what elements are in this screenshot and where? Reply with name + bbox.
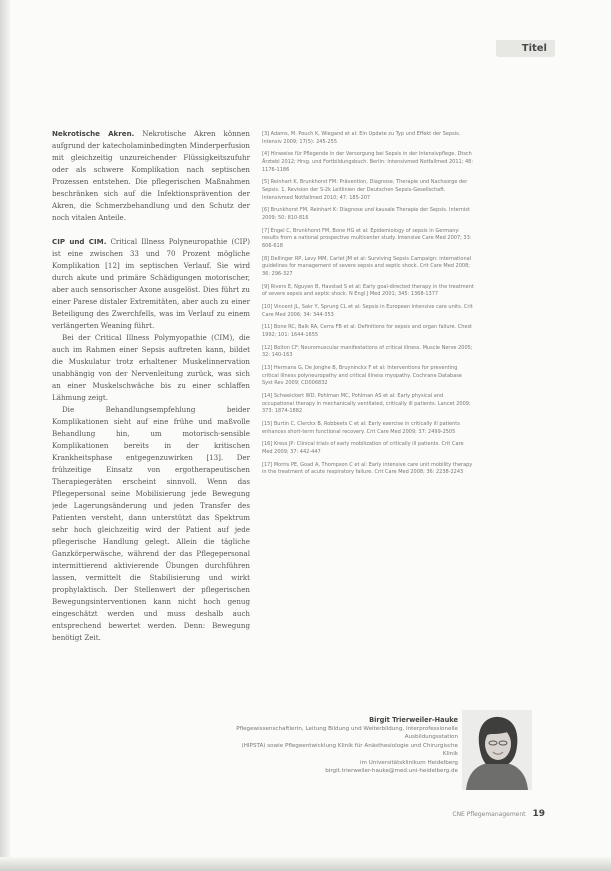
author-email: birgit.trierweiler-hauke@med.uni-heidelberg.de xyxy=(325,768,458,775)
reference-item: [9] Rivers E, Nguyen B, Havstad S et al: Early goal-directed therapy in the treatment of severe sepsis and septic shock. N Engl J Med 2001; 345: 1368-1377 xyxy=(262,283,474,298)
reference-item: [3] Adams, M. Pouch K, Wiegand et al: Ein Update zu Typ und Effekt der Sepsis. Intensiv 2009; 17(5): 245-255 xyxy=(262,131,461,145)
main-article-text xyxy=(52,128,250,688)
author-portrait-icon xyxy=(462,710,532,790)
reference-item: [5] Reinhart K, Brunkhorst FM: Prävention, Diagnose, Therapie und Nachsorge der Sepsis. 1. Revision der S-2k Leitlinien der Deutschen Sepsis-Gesellschaft. Intensivmed Notfallmed 2010; 47: 185-207 xyxy=(262,179,468,201)
reference-item: [4] Hinweise für Pflegende in der Versorgung bei Sepsis in der Intensivpflege. Dtsch Ärztebl 2012; Hrsg. und Fortbildungsbuch. Berlin: Intensivmed Notfallmed 2011; 48: 1176-1186 xyxy=(262,151,474,173)
paragraph-body: Nekrotische Akren können aufgrund der katecholaminbedingten Minderperfusion mit gleichzeitig unzureichender Flüssigkeitszufuhr oder als schwere Komplikation nach septischen Prozessen entstehen. Die pflegerischen Maßnahmen beschränken sich auf die Infektionsprävention der Akren, die Schmerzbehandlung und den Schutz der noch vitalen Anteile. xyxy=(52,129,250,222)
paragraph-cip-cim xyxy=(52,236,250,332)
reference-item: [16] Kress JP: Clinical trials of early mobilization of critically ill patients. Crit Care Med 2009; 37: 442-447 xyxy=(262,441,464,456)
page-left-edge-shadow xyxy=(0,0,10,871)
reference-item: [15] Burtin C, Clerckx B, Robbeets C et al: Early exercise in critically ill patients enhances short-term functional recovery. Crit Care Med 2009; 37: 2499-2505 xyxy=(262,421,460,435)
section-tab: Titel xyxy=(496,40,555,57)
author-bio-line: Pflegewissenschaftlerin, Leitung Bildung und Weiterbildung, Interprofessionelle Ausbildungsstation xyxy=(236,726,458,741)
paragraph-cim: Bei der Critical Illness Polymyopathie (CIM), die auch im Rahmen einer Sepsis auftreten kann, bildet die Muskulatur trotz erhaltener Muskelinnervation unabhängig von der Nervenleitung zurück, was sich an einer Muskelschwäche bis zu einer schlaffen Lähmung zeigt. xyxy=(52,333,250,402)
paragraph-nekrotische-akren xyxy=(52,128,250,224)
reference-item: [12] Bolton CF: Neuromuscular manifestations of critical illness. Muscle Nerve 2005; 32: 140-163 xyxy=(262,344,473,359)
reference-item: [11] Bone RC, Balk RA, Cerra FB et al: Definitions for sepsis and organ failure. Chest 1992; 101: 1644-1655 xyxy=(262,324,473,338)
reference-item: [17] Morris PE, Goad A, Thompson C et al: Early intensive care unit mobility therapy in the treatment of acute respiratory failure. Crit Care Med 2008; 36: 2238-2243 xyxy=(262,461,473,476)
keyword-nekrotische-akren: Nekrotische Akren. xyxy=(52,129,135,138)
paragraph-body: Critical Illness Polyneuropathie (CIP) ist eine zwischen 33 und 70 Prozent mögliche Komplikation [12] im septischen Verlauf. Sie wird durch akute und primäre Schädigungen motorischer, aber auch sensorischer Axone ausgelöst. Dies führt zu einer Parese distaler Extremitäten, aber auch zu einer Beteiligung des Zwerchfells, was im Verlauf zu einem verlängerten Weaning führt. xyxy=(52,237,250,330)
reference-item: [8] Dellinger RP, Levy MM, Carlet JM et al: Surviving Sepsis Campaign: international guidelines for management of severe sepsis and septic shock. Crit Care Med 2008; 36: 296-327 xyxy=(262,255,472,277)
paragraph-behandlung: Die Behandlungsempfehlung beider Komplikationen sieht auf eine frühe und maßvolle Behandlung hin, um motorisch-sensible Komplikationen bereits in der kritischen Krankheitsphase entgegenzuwirken [13]. Der frühzeitige Einsatz von ergotherapeutischen Therapiegeräten erscheint sinnvoll. Wenn das Pflegepersonal seine Mobilisierung jede Bewegung jede Lagerungsänderung und jeden Transfer des Patienten versteht, dann unterstützt das Spektrum sehr hoch gleichzeitig wird der Patient auf jede pflegerische Handlung gelegt. Allein die tägliche Ganzkörperwäsche, während der das Pflegepersonal intermittierend aktivierende Übungen durchführen lassen, vermittelt die Stabilisierung und wirkt prophylaktisch. Der Stellenwert der pflegerischen Bewegungsinterventionen kann nicht hoch genug eingeschätzt werden und muss deshalb auch entsprechend bewertet werden. Denn: Bewegung benötigt Zeit. xyxy=(52,405,250,642)
author-box xyxy=(236,716,458,791)
page-footer xyxy=(420,808,545,820)
journal-name: CNE Pflegemanagement xyxy=(452,811,526,818)
page-number: 19 xyxy=(532,809,545,819)
keyword-cip-cim: CIP und CIM. xyxy=(52,237,107,246)
author-bio-line: im Universitätsklinikum Heidelberg xyxy=(359,759,458,766)
author-bio-line: (HIPSTA) sowie Pflegeentwicklung Klinik für Anästhesiologie und Chirurgische Klinik xyxy=(241,742,458,758)
reference-item: [7] Engel C, Brunkhorst FM, Bone HG et al: Epidemiology of sepsis in Germany: results from a national prospective multicenter study. Intensive Care Med 2007; 33: 606-618 xyxy=(262,227,472,249)
author-name: Birgit Trierweiler-Hauke xyxy=(369,716,458,724)
reference-item: [14] Schweickert WD, Pohlman MC, Pohlman AS et al: Early physical and occupational therapy in mechanically ventilated, critically ill patients. Lancet 2009; 373: 1874-1882 xyxy=(262,393,471,415)
reference-item: [13] Hermans G, De Jonghe B, Bruyninckx F et al: Interventions for preventing critical illness polyneuropathy and critical illness myopathy. Cochrane Database Syst Rev 2009; CD006832 xyxy=(262,365,462,387)
reference-item: [6] Brunkhorst FM, Reinhart K: Diagnose und kausale Therapie der Sepsis. Internist 2009; 50: 810-816 xyxy=(262,207,470,221)
reference-item: [10] Vincent JL, Sakr Y, Sprung CL et al: Sepsis in European intensive care units. Crit Care Med 2006; 34: 344-353 xyxy=(262,304,473,318)
page-bottom-edge-shadow xyxy=(0,857,611,871)
author-photo xyxy=(462,710,532,790)
reference-list xyxy=(262,131,474,601)
